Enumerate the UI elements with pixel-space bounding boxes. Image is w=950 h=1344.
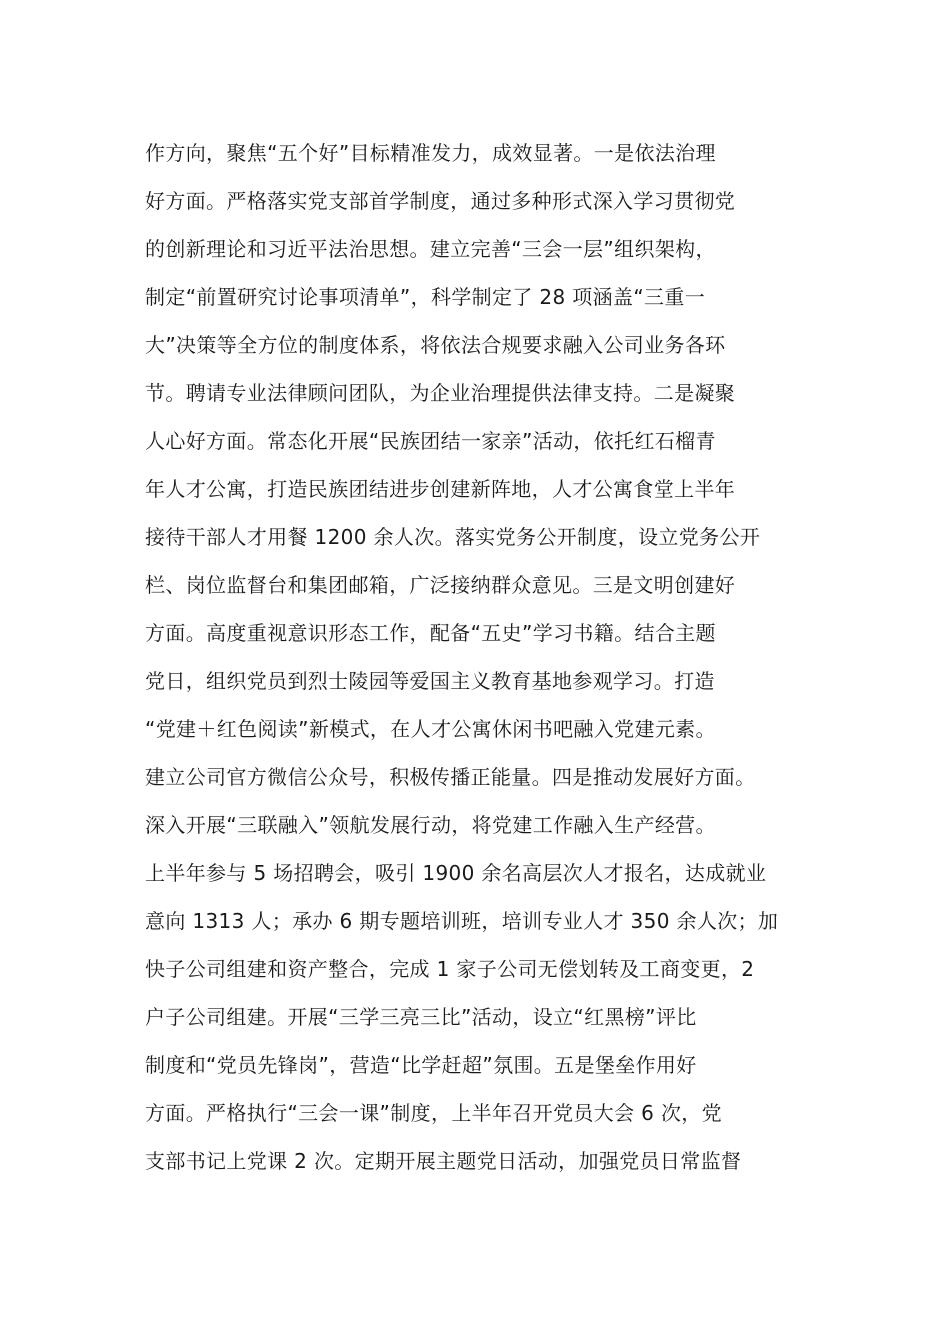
- text-line: 快子公司组建和资产整合，完成 1 家子公司无偿划转及工商变更，2: [145, 957, 755, 981]
- text-line: 的创新理论和习近平法治思想。建立完善“三会一层”组织架构，: [145, 237, 716, 261]
- text-line: 栏、岗位监督台和集团邮箱，广泛接纳群众意见。三是文明创建好: [145, 573, 736, 597]
- text-line: 方面。严格执行“三会一课”制度，上半年召开党员大会 6 次，党: [145, 1101, 723, 1125]
- text-line: “党建＋红色阅读”新模式，在人才公寓休闲书吧融入党建元素。: [145, 717, 716, 741]
- text-line: 节。聘请专业法律顾问团队，为企业治理提供法律支持。二是凝聚: [145, 381, 736, 405]
- text-line: 上半年参与 5 场招聘会，吸引 1900 余名高层次人才报名，达成就业: [145, 861, 767, 885]
- text-line: 意向 1313 人；承办 6 期专题培训班，培训专业人才 350 余人次；加: [145, 909, 779, 933]
- text-line: 好方面。严格落实党支部首学制度，通过多种形式深入学习贯彻党: [145, 189, 736, 213]
- text-line: 户子公司组建。开展“三学三亮三比”活动，设立“红黑榜”评比: [145, 1005, 697, 1029]
- text-line: 接待干部人才用餐 1200 余人次。落实党务公开制度，设立党务公开: [145, 525, 761, 549]
- text-line: 制定“前置研究讨论事项清单”，科学制定了 28 项涵盖“三重一: [145, 285, 706, 309]
- text-line: 支部书记上党课 2 次。定期开展主题党日活动，加强党员日常监督: [145, 1149, 742, 1173]
- text-line: 深入开展“三联融入”领航发展行动，将党建工作融入生产经营。: [145, 813, 716, 837]
- text-line: 人心好方面。常态化开展“民族团结一家亲”活动，依托红石榴青: [145, 429, 716, 453]
- text-line: 党日，组织党员到烈士陵园等爱国主义教育基地参观学习。打造: [145, 669, 715, 693]
- text-line: 年人才公寓，打造民族团结进步创建新阵地，人才公寓食堂上半年: [145, 477, 736, 501]
- body-paragraph: [145, 132, 825, 1188]
- text-line: 作方向，聚焦“五个好”目标精准发力，成效显著。一是依法治理: [145, 141, 716, 165]
- text-line: 制度和“党员先锋岗”，营造“比学赶超”氛围。五是堡垒作用好: [145, 1053, 697, 1077]
- text-line: 大”决策等全方位的制度体系，将依法合规要求融入公司业务各环: [145, 333, 726, 357]
- text-line: 建立公司官方微信公众号，积极传播正能量。四是推动发展好方面。: [145, 765, 756, 789]
- text-line: 方面。高度重视意识形态工作，配备“五史”学习书籍。结合主题: [145, 621, 716, 645]
